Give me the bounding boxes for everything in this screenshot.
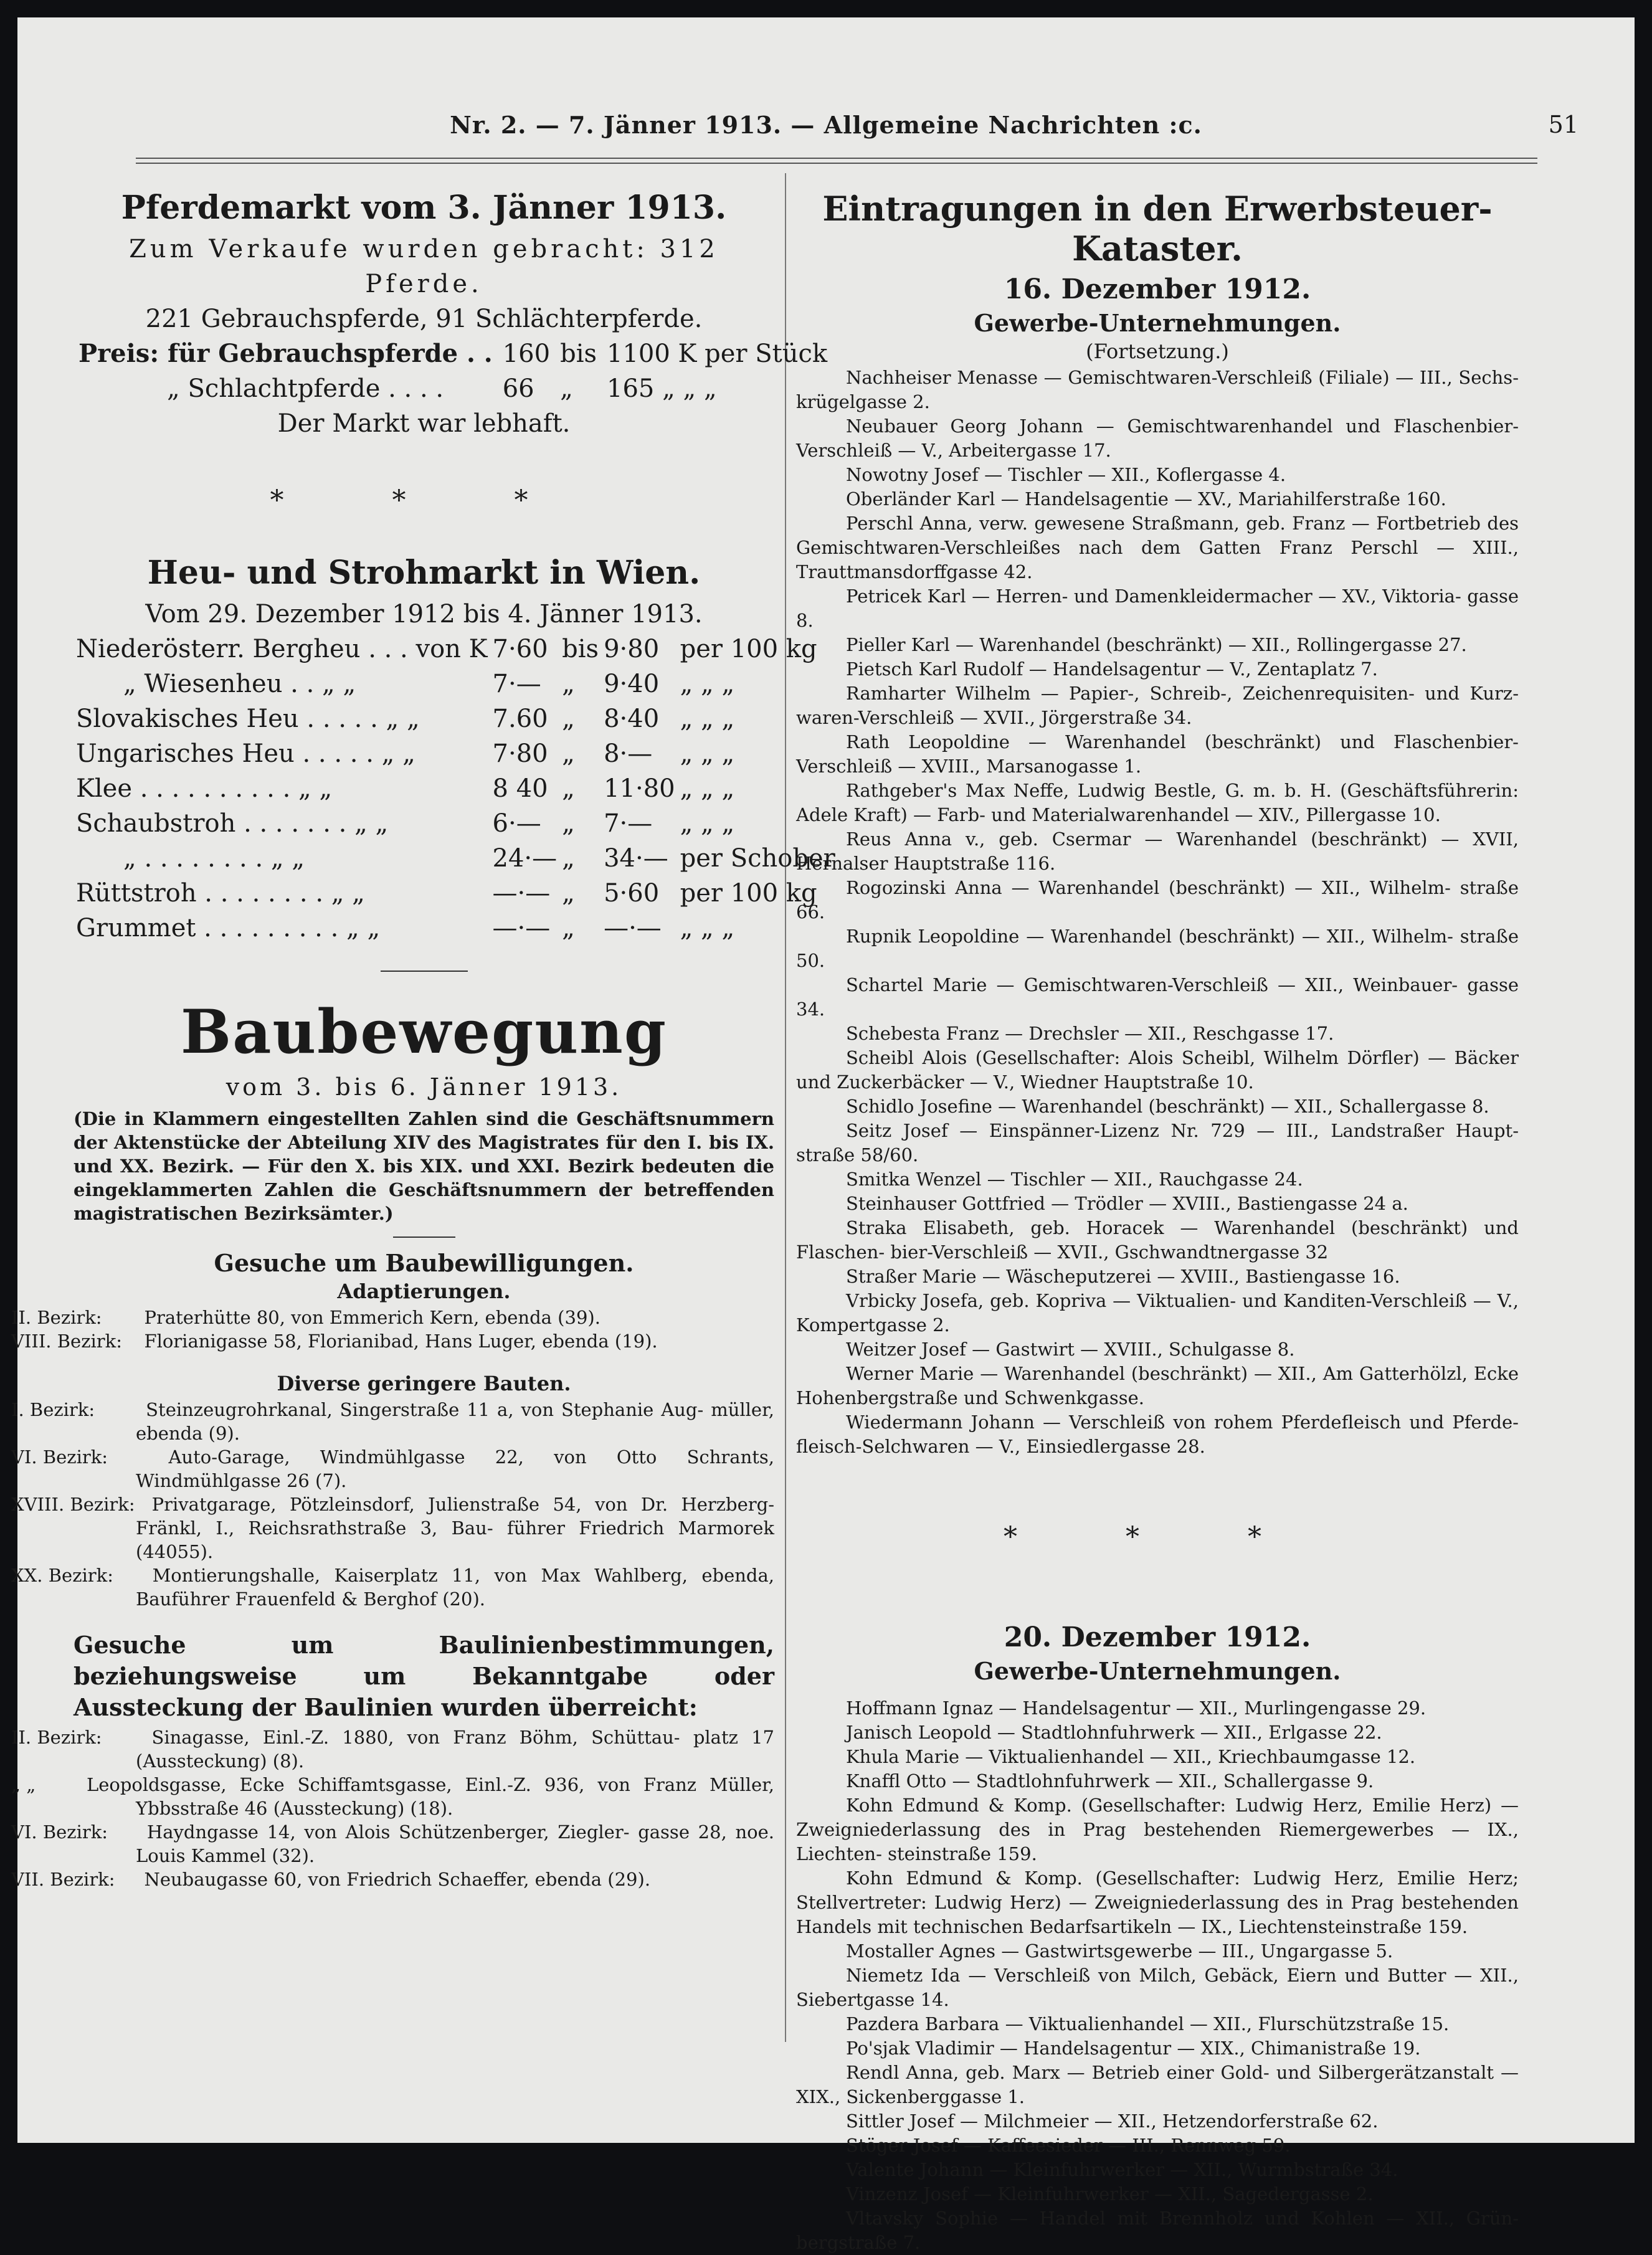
bezirk-label: XVIII. Bezirk: <box>11 1494 135 1515</box>
baulinien-entry <box>11 1726 774 1773</box>
bezirk-label: XX. Bezirk: <box>11 1565 113 1586</box>
register-entry: Straßer Marie — Wäscheputzerei — XVIII., Bastiengasse 16. <box>846 1266 1400 1287</box>
adapt-entry <box>11 1306 774 1329</box>
register-entry: Niemetz Ida — Verschleiß von Milch, Gebäck, Eiern und Butter — XII., Siebertgasse 14. <box>796 1965 1519 2010</box>
entry-text: Montierungshalle, Kaiserplatz 11, von Max Wahlberg, ebenda, Bauführer Frauenfeld & Berghof (20). <box>136 1565 774 1610</box>
hay-row <box>74 632 838 667</box>
hay-to: 34·— <box>604 844 668 873</box>
register-entry: Rathgeber's Max Neffe, Ludwig Bestle, G. m. b. H. (Geschäftsführerin: Adele Kraft) — Farb- und Materialwarenhandel — XIV., Pillergasse 10. <box>796 780 1519 825</box>
hay-to: 9·40 <box>604 670 660 698</box>
entry-text: Auto-Garage, Windmühlgasse 22, von Otto Schrants, Windmühlgasse 26 (7). <box>136 1446 774 1491</box>
section-rule <box>381 971 468 972</box>
kataster-sub1: Gewerbe-Unternehmungen. <box>974 309 1341 337</box>
kataster-sub2: Gewerbe-Unternehmungen. <box>974 1657 1341 1685</box>
register-entry: Stöger Josef — Kaffeesieder — III., Rennweg 59. <box>846 2135 1291 2156</box>
hay-bis: „ <box>562 844 575 873</box>
register-entry: Khula Marie — Viktualienhandel — XII., Kriechbaumgasse 12. <box>846 1746 1416 1767</box>
kataster-date1: 16. Dezember 1912. <box>1004 273 1311 305</box>
hay-label: Slovakisches Heu . . . . . „ „ <box>76 705 420 733</box>
price-label: Preis: für Gebrauchspferde . . <box>78 339 493 368</box>
register-entry: Rath Leopoldine — Warenhandel (beschränkt) und Flaschenbier-Verschleiß — XVIII., Marsanogasse 1. <box>796 731 1519 777</box>
entries-20-dezember <box>796 1696 1519 2255</box>
bezirk-label: I. Bezirk: <box>11 1399 95 1420</box>
register-entry: Kohn Edmund & Komp. (Gesellschafter: Ludwig Herz, Emilie Herz) — Zweigniederlassung des in Prag bestehenden Riemergewerbes — IX., Liechten- steinstraße 159. <box>796 1795 1519 1864</box>
hay-bis: „ <box>562 914 575 942</box>
register-entry: Vinzenz Josef — Kleinfuhrwerker — XII., Sagedergasse 2. <box>846 2183 1374 2205</box>
hay-unit: „ „ „ <box>680 914 735 942</box>
baubewilligungen-title: Gesuche um Baubewilligungen. <box>214 1249 634 1277</box>
register-entry: Neubauer Georg Johann — Gemischtwarenhandel und Flaschenbier- Verschleiß — V., Arbeitergasse 17. <box>796 415 1519 461</box>
register-entry: Rupnik Leopoldine — Warenhandel (beschränkt) — XII., Wilhelm- straße 50. <box>796 926 1519 971</box>
bezirk-label: VIII. Bezirk: <box>11 1331 122 1352</box>
hay-row <box>74 701 838 736</box>
pferdemarkt-line2: 221 Gebrauchspferde, 91 Schlächterpferde. <box>145 305 703 333</box>
diverse-entry <box>11 1398 774 1445</box>
heumarkt-subtitle: Vom 29. Dezember 1912 bis 4. Jänner 1913. <box>145 600 703 629</box>
register-entry: Petricek Karl — Herren- und Damenkleidermacher — XV., Viktoria- gasse 8. <box>796 586 1519 631</box>
baulinien-entry: „ „ Leopoldsgasse, Ecke Schiffamtsgasse, Einl.-Z. 936, von Franz Müller, Ybbsstraße 46 (Aussteckung) (18). <box>11 1774 775 1819</box>
register-entry: Nachheiser Menasse — Gemischtwaren-Verschleiß (Filiale) — III., Sechs- krügelgasse 2. <box>796 367 1519 412</box>
pferdemarkt-title: Pferdemarkt vom 3. Jänner 1913. <box>121 189 727 227</box>
hay-label: Ungarisches Heu . . . . . „ „ <box>76 739 415 768</box>
diverse-entry <box>11 1493 774 1564</box>
baubewegung-subtitle: vom 3. bis 6. Jänner 1913. <box>225 1073 622 1101</box>
hay-label: Grummet . . . . . . . . . „ „ <box>76 914 381 942</box>
entry-text: Haydngasse 14, von Alois Schützenberger, Ziegler- gasse 28, noe. Louis Kammel (32). <box>136 1821 774 1866</box>
bezirk-label: VI. Bezirk: <box>11 1821 108 1843</box>
hay-unit: „ „ „ <box>680 809 735 838</box>
diverse-subtitle: Diverse geringere Bauten. <box>277 1372 571 1395</box>
baulinien-entry <box>11 1868 774 1891</box>
register-entry: Reus Anna v., geb. Csermar — Warenhandel (beschränkt) — XVII, Hernalser Hauptstraße 116. <box>796 828 1519 874</box>
price-from: 66 <box>502 374 534 403</box>
register-entry: Mostaller Agnes — Gastwirtsgewerbe — III., Ungargasse 5. <box>846 1940 1393 1962</box>
header-rule <box>136 158 1537 164</box>
hay-from: 7.60 <box>492 705 548 733</box>
entry-text: Leopoldsgasse, Ecke Schiffamtsgasse, Einl.-Z. 936, von Franz Müller, Ybbsstraße 46 (Aussteckung) (18). <box>86 1774 775 1819</box>
hay-from: 24·— <box>492 844 558 873</box>
price-to: 165 „ „ „ <box>607 374 717 403</box>
register-entry: Rogozinski Anna — Warenhandel (beschränkt) — XII., Wilhelm- straße 66. <box>796 877 1519 923</box>
hay-row <box>74 806 838 841</box>
adaptierungen-subtitle: Adaptierungen. <box>337 1279 511 1303</box>
price-label: „ Schlachtpferde . . . . <box>167 374 444 403</box>
register-entry: Steinhauser Gottfried — Trödler — XVIII., Bastiengasse 24 a. <box>846 1193 1408 1214</box>
register-entry: Oberländer Karl — Handelsagentie — XV., Mariahilferstraße 160. <box>846 488 1446 510</box>
hay-to: 9·80 <box>604 635 660 663</box>
hay-label: „ . . . . . . . . „ „ <box>123 844 305 873</box>
price-bis: „ <box>560 374 573 403</box>
register-entry: Po'sjak Vladimir — Handelsagentur — XIX., Chimanistraße 19. <box>846 2038 1421 2059</box>
register-entry: Seitz Josef — Einspänner-Lizenz Nr. 729 — III., Landstraßer Haupt- straße 58/60. <box>796 1120 1519 1165</box>
hay-to: 7·— <box>604 809 653 838</box>
baubewegung-note: (Die in Klammern eingestellten Zahlen sind die Geschäftsnummern der Aktenstücke der Abteilung XIV des Magistrates für den I. bis IX. und XX. Bezirk. — Für den X. bis XIX. und XXI. Bezirk bedeuten die eingeklammerten Zahlen die Geschäftsnummern der betreffenden magistratischen Bezirksämter.) <box>74 1108 774 1224</box>
section-stars: * * * <box>270 485 578 516</box>
register-entry: Weitzer Josef — Gastwirt — XVIII., Schulgasse 8. <box>846 1339 1295 1360</box>
heumarkt-section <box>74 554 835 946</box>
bezirk-label: VI. Bezirk: <box>11 1446 108 1468</box>
bezirk-label: II. Bezirk: <box>11 1307 102 1328</box>
heumarkt-table <box>74 632 838 946</box>
hay-row <box>74 841 838 876</box>
hay-label: Schaubstroh . . . . . . . „ „ <box>76 809 389 838</box>
kataster-cont: (Fortsetzung.) <box>1086 339 1229 363</box>
hay-unit: „ „ „ <box>680 739 735 768</box>
heumarkt-title: Heu- und Strohmarkt in Wien. <box>147 554 701 592</box>
register-entry: Vltavsky Sophie — Handel mit Brennholz und Kohlen — XII., Grün- bergstraße 7. <box>796 2208 1519 2253</box>
hay-bis: „ <box>562 809 575 838</box>
hay-unit: per Schober <box>680 844 835 873</box>
hay-to: —·— <box>604 914 662 942</box>
register-entry: Valente Johann — Kleinfuhrwerker — XII., Wurmbstraße 34. <box>846 2159 1398 2180</box>
diverse-entry <box>11 1445 774 1493</box>
baulinien-title: Gesuche um Baulinienbestimmungen, beziehungsweise um Bekanntgabe oder Aussteckung der Baulinien wurden überreicht: <box>74 1631 774 1721</box>
kataster-date2: 20. Dezember 1912. <box>1004 1621 1311 1653</box>
register-entry: Pietsch Karl Rudolf — Handelsagentur — V., Zentaplatz 7. <box>846 658 1378 680</box>
kataster-title: Eintragungen in den Erwerbsteuer-Kataster. <box>822 189 1493 268</box>
register-entry: Pieller Karl — Warenhandel (beschränkt) — XII., Rollingergasse 27. <box>846 634 1467 655</box>
newspaper-page <box>11 17 1635 2253</box>
entry-text: Steinzeugrohrkanal, Singerstraße 11 a, von Stephanie Aug- müller, ebenda (9). <box>136 1399 774 1444</box>
register-entry: Schebesta Franz — Drechsler — XII., Reschgasse 17. <box>846 1023 1334 1044</box>
hay-from: 7·— <box>492 670 541 698</box>
register-entry: Kohn Edmund & Komp. (Gesellschafter: Ludwig Herz, Emilie Herz; Stellvertreter: Ludwig Herz) — Zweigniederlassung des in Prag bestehenden Handels mit technischen Bedarfsartikeln — IX., Liechtensteinstraße 159. <box>796 1868 1519 1937</box>
hay-bis: „ <box>562 739 575 768</box>
page-number: 51 <box>1548 111 1578 138</box>
register-entry: Werner Marie — Warenhandel (beschränkt) — XII., Am Gatterhölzl, Ecke Hohenbergstraße und Schwenkgasse. <box>796 1363 1519 1408</box>
pferdemarkt-price-table <box>74 336 832 406</box>
baubewegung-title: Baubewegung <box>181 997 667 1067</box>
entry-text: Neubaugasse 60, von Friedrich Schaeffer, ebenda (29). <box>144 1869 651 1890</box>
register-entry: Scheibl Alois (Gesellschafter: Alois Scheibl, Wilhelm Dörfler) — Bäcker und Zuckerbäcker — V., Wiedner Hauptstraße 10. <box>796 1047 1519 1093</box>
baulinien-entry <box>11 1820 774 1868</box>
register-entry: Wiedermann Johann — Verschleiß von rohem Pferdefleisch und Pferde- fleisch-Selchwaren — V., Einsiedlergasse 28. <box>796 1412 1519 1457</box>
pferdemarkt-section <box>74 189 828 441</box>
entry-text: Sinagasse, Einl.-Z. 1880, von Franz Böhm, Schüttau- platz 17 (Aussteckung) (8). <box>136 1727 774 1772</box>
bezirk-label: VII. Bezirk: <box>11 1869 115 1890</box>
hay-from: 7·80 <box>492 739 548 768</box>
hay-from: —·— <box>492 914 551 942</box>
register-entry: Smitka Wenzel — Tischler — XII., Rauchgasse 24. <box>846 1169 1303 1190</box>
hay-label: Rüttstroh . . . . . . . . „ „ <box>76 879 365 908</box>
hay-label: Klee . . . . . . . . . . „ „ <box>76 774 333 803</box>
register-entry: Straka Elisabeth, geb. Horacek — Warenhandel (beschränkt) und Flaschen- bier-Verschleiß — XVII., Gschwandtnergasse 32 <box>796 1217 1519 1263</box>
running-title: Nr. 2. — 7. Jänner 1913. — Allgemeine Nachrichten :c. <box>450 111 1202 139</box>
hay-unit: „ „ „ <box>680 774 735 803</box>
hay-row <box>74 876 838 911</box>
hay-label: „ Wiesenheu . . „ „ <box>123 670 356 698</box>
hay-to: 5·60 <box>604 879 660 908</box>
column-divider <box>785 173 786 2042</box>
hay-bis: „ <box>562 705 575 733</box>
price-to: 1100 K per Stück <box>607 339 828 368</box>
entry-text: Praterhütte 80, von Emmerich Kern, ebenda (39). <box>144 1307 601 1328</box>
register-entry: Perschl Anna, verw. gewesene Straßmann, geb. Franz — Fortbetrieb des Gemischtwaren-Verschleißes nach dem Gatten Franz Perschl — XIII., Trauttmansdorffgasse 42. <box>796 513 1519 582</box>
hay-unit: per 100 kg <box>680 635 817 663</box>
register-entry: Rendl Anna, geb. Marx — Betrieb einer Gold- und Silbergerätzanstalt — XIX., Sickenberggasse 1. <box>796 2062 1519 2107</box>
register-entry: Hoffmann Ignaz — Handelsagentur — XII., Murlingengasse 29. <box>846 1697 1427 1719</box>
hay-label: Niederösterr. Bergheu . . . von K <box>76 635 488 663</box>
hay-bis: bis <box>562 635 599 663</box>
baubewegung-section <box>11 997 775 1891</box>
adapt-entry <box>11 1329 774 1353</box>
register-entry: Schidlo Josefine — Warenhandel (beschränkt) — XII., Schallergasse 8. <box>846 1096 1489 1117</box>
left-column <box>11 183 835 1891</box>
hay-from: 6·— <box>492 809 541 838</box>
register-entry: Vrbicky Josefa, geb. Kopriva — Viktualien- und Kanditen-Verschleiß — V., Kompertgasse 2. <box>796 1290 1519 1336</box>
hay-row <box>74 771 838 806</box>
hay-to: 8·40 <box>604 705 660 733</box>
register-entry: Sittler Josef — Milchmeier — XII., Hetzendorferstraße 62. <box>846 2110 1379 2132</box>
register-entry: Pazdera Barbara — Viktualienhandel — XII., Flurschützstraße 15. <box>846 2013 1450 2034</box>
price-row <box>74 336 832 371</box>
register-entry: Ramharter Wilhelm — Papier-, Schreib-, Zeichenrequisiten- und Kurz- waren-Verschleiß — XVII., Jörgerstraße 34. <box>796 683 1519 728</box>
price-from: 160 <box>502 339 551 368</box>
hay-row <box>74 667 838 701</box>
entry-text: Florianigasse 58, Florianibad, Hans Luger, ebenda (19). <box>144 1331 658 1352</box>
page-header <box>17 111 1635 161</box>
pferdemarkt-line1: Zum Verkaufe wurden gebracht: 312 Pferde. <box>129 235 719 298</box>
hay-bis: „ <box>562 774 575 803</box>
hay-from: 7·60 <box>492 635 548 663</box>
hay-to: 11·80 <box>604 774 675 803</box>
right-column <box>796 183 1519 2255</box>
price-bis: bis <box>560 339 597 368</box>
register-entry: Nowotny Josef — Tischler — XII., Koflergasse 4. <box>846 464 1286 485</box>
hay-to: 8·— <box>604 739 653 768</box>
hay-bis: „ <box>562 670 575 698</box>
register-entry: Schartel Marie — Gemischtwaren-Verschleiß — XII., Weinbauer- gasse 34. <box>796 974 1519 1020</box>
diverse-entry <box>11 1564 774 1611</box>
bezirk-label: II. Bezirk: <box>11 1727 102 1748</box>
register-entry: Janisch Leopold — Stadtlohnfuhrwerk — XII., Erlgasse 22. <box>846 1722 1382 1743</box>
entries-16-dezember <box>796 366 1519 1459</box>
hay-from: —·— <box>492 879 551 908</box>
entry-text: Privatgarage, Pötzleinsdorf, Julienstraße 54, von Dr. Herzberg-Fränkl, I., Reichsrathstraße 3, Bau- führer Friedrich Marmorek (44055). <box>136 1494 774 1562</box>
hay-unit: per 100 kg <box>680 879 817 908</box>
register-entry: Knaffl Otto — Stadtlohnfuhrwerk — XII., Schallergasse 9. <box>846 1770 1374 1792</box>
hay-unit: „ „ „ <box>680 670 735 698</box>
hay-unit: „ „ „ <box>680 705 735 733</box>
section-stars: * * * <box>1004 1521 1311 1553</box>
hay-bis: „ <box>562 879 575 908</box>
hay-from: 8 40 <box>492 774 548 803</box>
price-row <box>74 371 832 406</box>
hay-row <box>74 911 838 946</box>
hay-row <box>74 736 838 771</box>
note-rule <box>393 1237 455 1238</box>
pferdemarkt-closing: Der Markt war lebhaft. <box>277 409 571 438</box>
